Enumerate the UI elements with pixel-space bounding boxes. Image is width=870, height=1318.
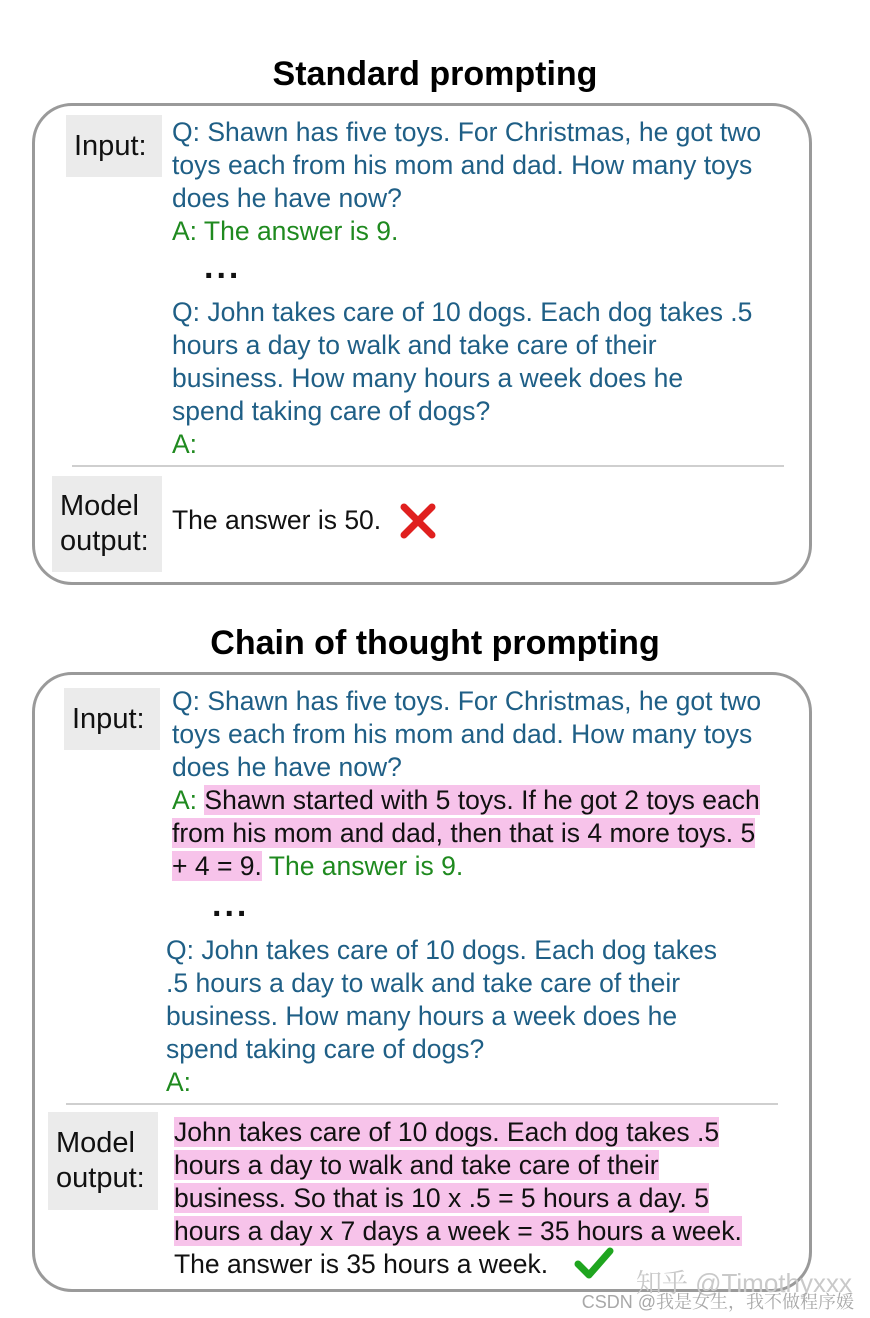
standard-a2-line: A: [172, 429, 198, 459]
cot-q2-line: business. How many hours a week does he [166, 1001, 678, 1031]
cot-q1-line: does he have now? [172, 752, 402, 782]
cot-q2-line: Q: John takes care of 10 dogs. Each dog takes [166, 935, 717, 965]
standard-q2-line: hours a day to walk and take care of their [172, 330, 657, 360]
standard-input-text [172, 116, 761, 248]
cot-q1-line: Q: Shawn has five toys. For Christmas, he got two [172, 686, 762, 716]
cot-q1-line: toys each from his mom and dad. How many toys [172, 719, 753, 749]
standard-q2-line: business. How many hours a week does he [172, 363, 684, 393]
standard-q2-line: Q: John takes care of 10 dogs. Each dog takes .5 [172, 297, 753, 327]
cot-ellipsis: ... [212, 886, 250, 924]
cot-input-label-text: Input: [72, 702, 145, 735]
cot-a1-reasoning-line: + 4 = 9. [172, 851, 262, 881]
cot-output-reasoning-line: hours a day x 7 days a week = 35 hours a week. [174, 1216, 742, 1246]
zhihu-watermark: 知乎 @Timothyxxx [635, 1268, 852, 1298]
cot-output-answer: The answer is 35 hours a week. [174, 1249, 549, 1279]
standard-question-2-text [172, 296, 752, 461]
standard-input-label-text: Input: [74, 129, 147, 162]
cot-output-label-line: Model [56, 1127, 135, 1159]
cot-a1-answer: The answer is 9. [261, 851, 464, 881]
cot-output-reasoning-line: business. So that is 10 x .5 = 5 hours a day. 5 [174, 1183, 709, 1213]
standard-prompting-title: Standard prompting [272, 55, 598, 93]
standard-output-label-line: Model [60, 490, 139, 522]
cot-divider [66, 1103, 778, 1105]
standard-a1-line: A: The answer is 9. [172, 216, 399, 246]
cot-a1-reasoning-line: from his mom and dad, then that is 4 more toys. 5 [172, 818, 756, 848]
cot-model-output [174, 1116, 742, 1281]
green-check-icon [574, 1245, 614, 1281]
standard-input-label [66, 115, 162, 177]
cot-question-2-text [166, 934, 717, 1099]
standard-q1-line: toys each from his mom and dad. How many toys [172, 150, 753, 180]
standard-q1-line: does he have now? [172, 183, 402, 213]
standard-output-text: The answer is 50. [172, 505, 382, 535]
cot-input-text [172, 685, 761, 883]
red-cross-icon [399, 503, 437, 539]
standard-output-label [52, 476, 162, 572]
cot-input-label [64, 688, 160, 750]
cot-output-label [48, 1112, 158, 1210]
standard-divider [72, 465, 784, 467]
standard-q1-line: Q: Shawn has five toys. For Christmas, he got two [172, 117, 762, 147]
standard-ellipsis: ... [204, 248, 242, 286]
cot-q2-line: spend taking care of dogs? [166, 1034, 485, 1064]
csdn-watermark: CSDN @我是女生，我不做程序媛 [581, 1292, 854, 1312]
cot-a2-line: A: [166, 1067, 192, 1097]
cot-output-reasoning-line: hours a day to walk and take care of their [174, 1150, 659, 1180]
cot-output-label-line: output: [56, 1162, 145, 1194]
cot-a1-prefix: A: [172, 785, 205, 815]
cot-prompting-title: Chain of thought prompting [210, 624, 660, 662]
cot-a1-reasoning-line: Shawn started with 5 toys. If he got 2 toys each [204, 785, 760, 815]
standard-q2-line: spend taking care of dogs? [172, 396, 491, 426]
cot-output-reasoning-line: John takes care of 10 dogs. Each dog takes .5 [174, 1117, 720, 1147]
standard-output-label-line: output: [60, 525, 149, 557]
cot-q2-line: .5 hours a day to walk and take care of their [166, 968, 681, 998]
standard-model-output [172, 504, 381, 537]
